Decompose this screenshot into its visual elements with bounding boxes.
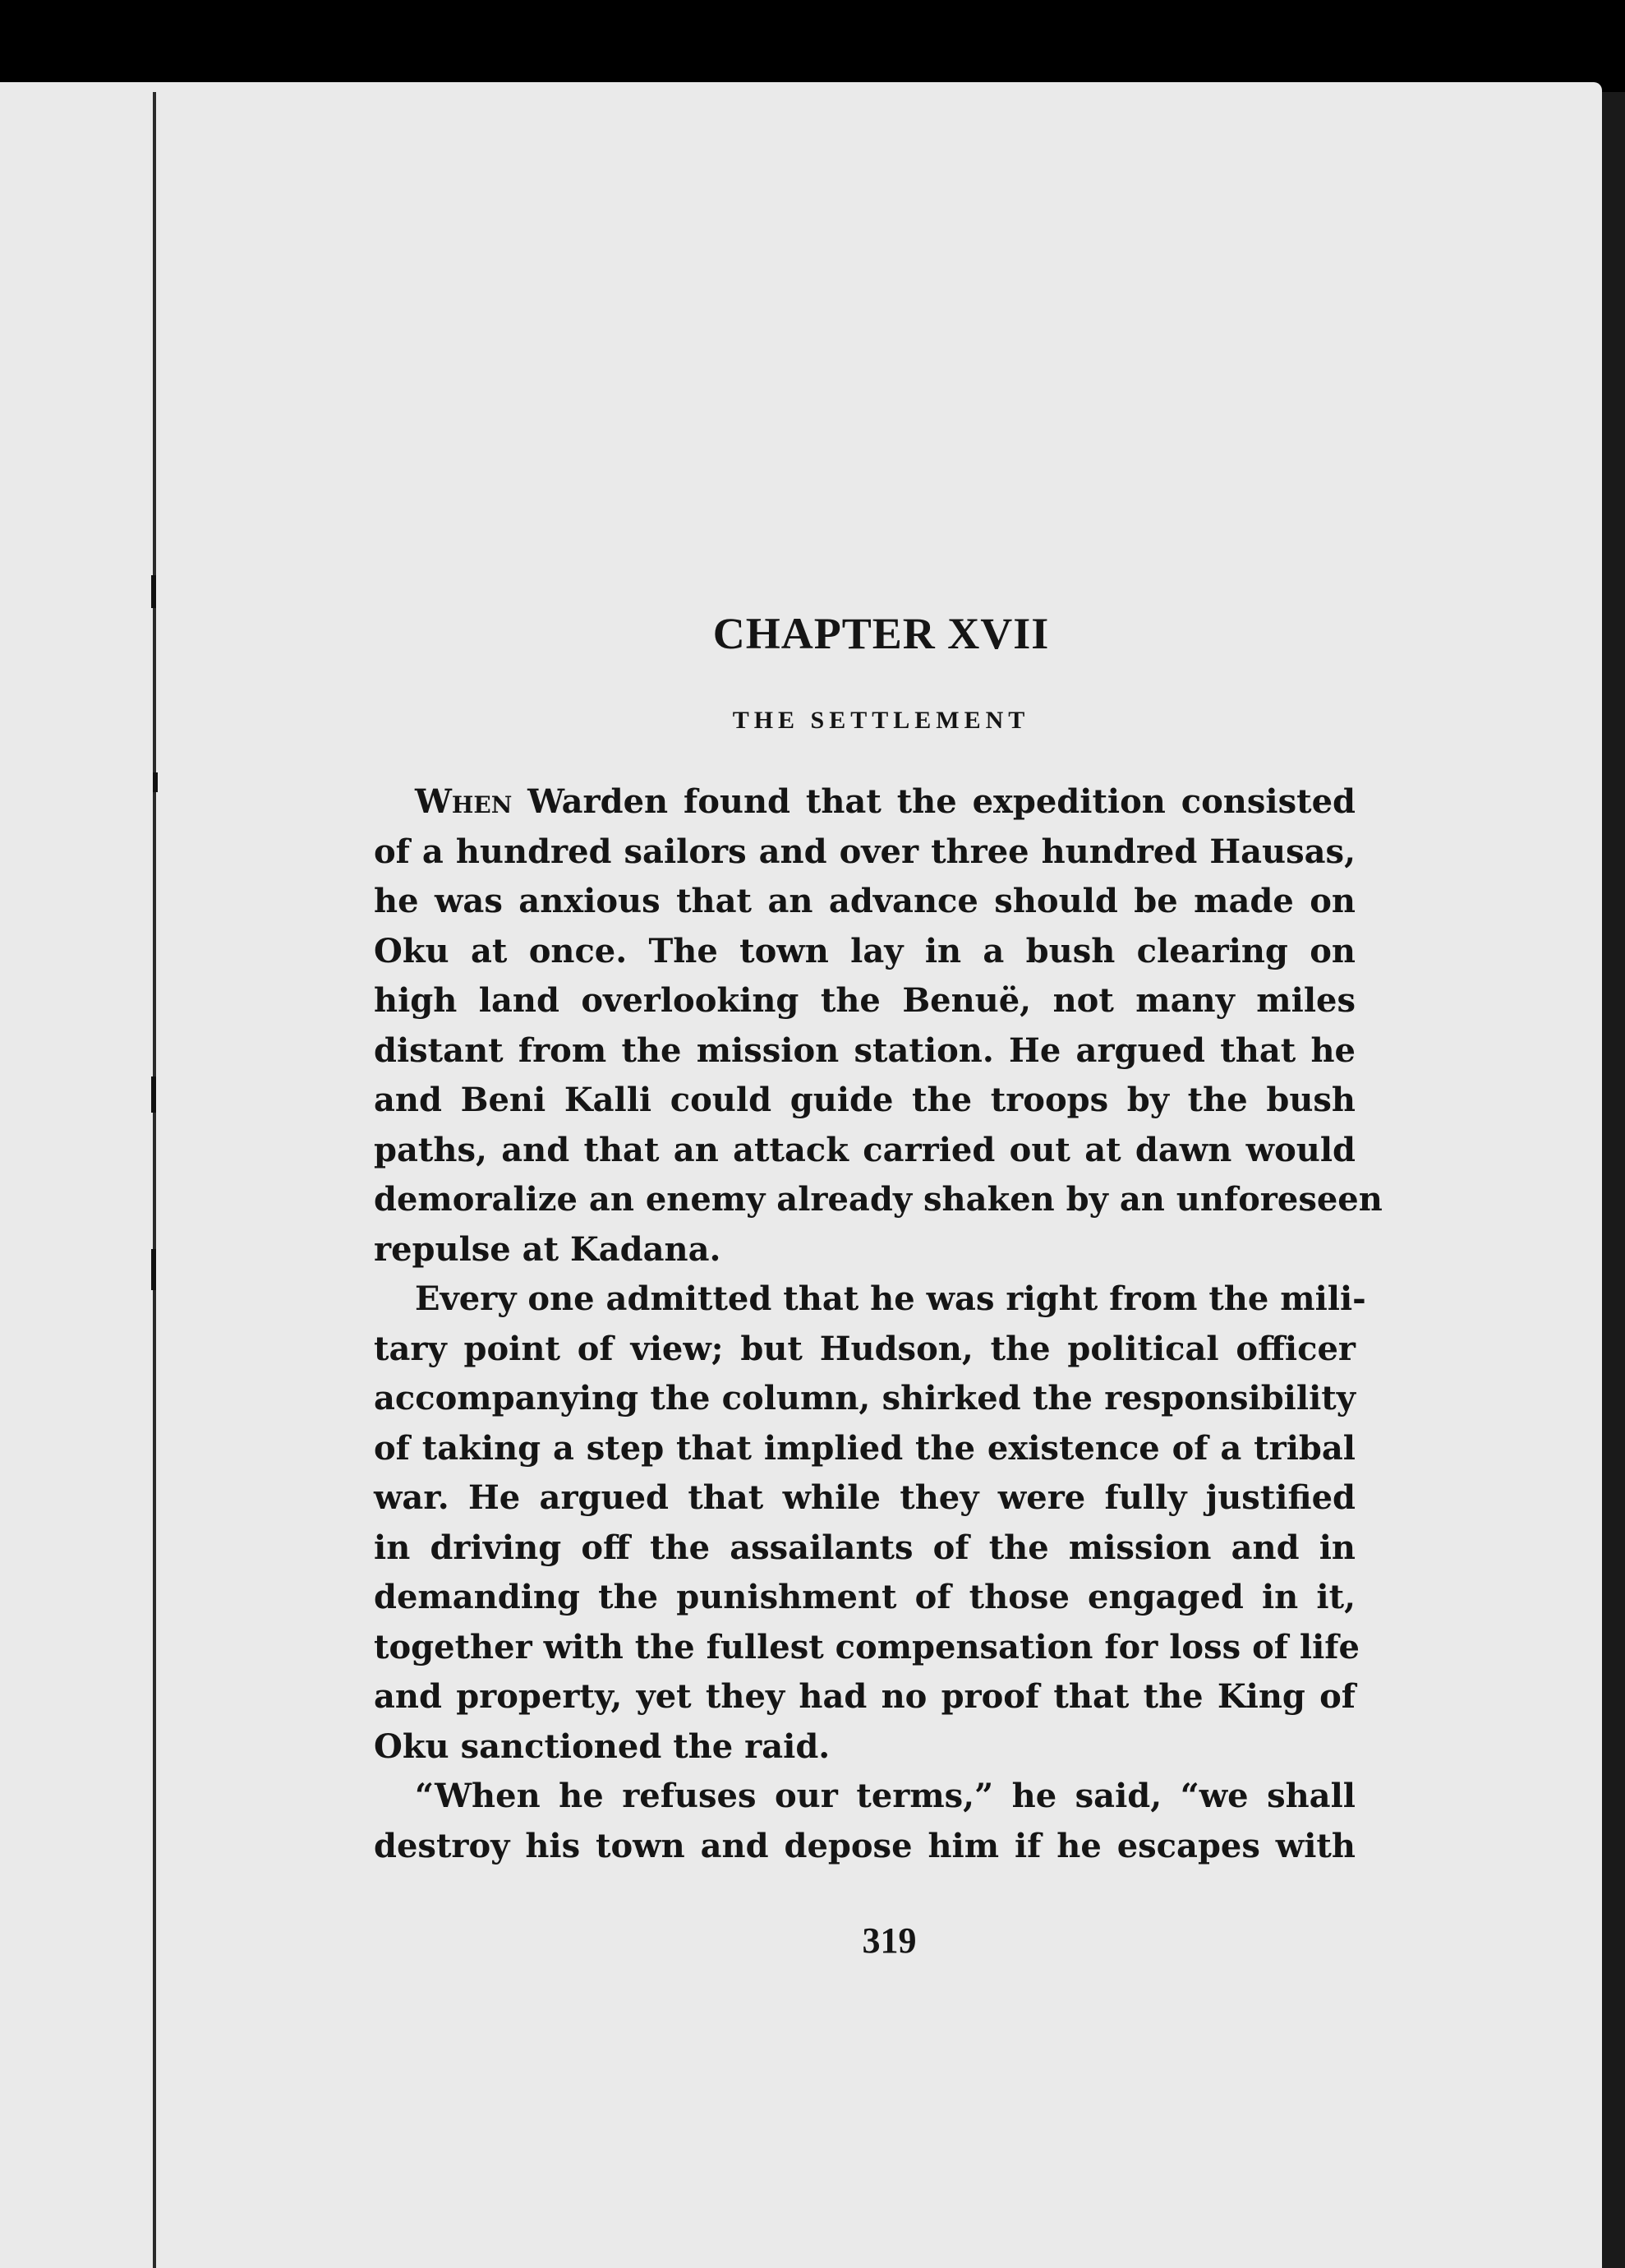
text-line: demanding the punishment of those engaged in it,	[374, 1578, 1356, 1616]
text-line: demoralize an enemy already shaken by an unforeseen	[374, 1180, 1383, 1219]
text-line: destroy his town and depose him if he escapes with	[374, 1826, 1356, 1865]
paragraph	[374, 1275, 1366, 1772]
text-line: he was anxious that an advance should be made on	[374, 882, 1356, 920]
scan-right-border	[1602, 92, 1625, 2268]
text-line: of a hundred sailors and over three hundred Hausas,	[374, 832, 1356, 871]
paragraph	[374, 777, 1383, 1275]
text-line: Oku at once. The town lay in a bush clearing on	[374, 931, 1356, 970]
spine-mark	[151, 1249, 156, 1290]
text-line: Every one admitted that he was right from the mili-	[415, 1279, 1366, 1318]
text-line: When Warden found that the expedition consisted	[415, 782, 1356, 821]
text-line: high land overlooking the Benuë, not many miles	[374, 981, 1356, 1020]
page-content	[374, 608, 1383, 1961]
scan-top-border	[0, 0, 1625, 92]
text-line: “When he refuses our terms,” he said, “we shall	[415, 1777, 1356, 1815]
text-line: and property, yet they had no proof that the King of	[374, 1677, 1356, 1716]
spine-mark	[153, 772, 158, 792]
chapter-subtitle: THE SETTLEMENT	[732, 707, 1030, 734]
text-line: and Beni Kalli could guide the troops by the bush	[374, 1081, 1356, 1119]
text-line: repulse at Kadana.	[374, 1229, 721, 1269]
text-line: accompanying the column, shirked the responsibility	[374, 1379, 1356, 1418]
spine-mark	[151, 1076, 156, 1113]
text-line: of taking a step that implied the existence of a tribal	[374, 1428, 1356, 1468]
text-line: tary point of view; but Hudson, the political officer	[374, 1329, 1356, 1368]
text-line: paths, and that an attack carried out at dawn would	[374, 1130, 1356, 1169]
text-line: war. He argued that while they were fully justified	[374, 1478, 1356, 1517]
text-line: Oku sanctioned the raid.	[374, 1726, 831, 1766]
text-line: distant from the mission station. He argued that he	[374, 1030, 1356, 1070]
page-spine-edge	[153, 92, 156, 2268]
page-number: 319	[862, 1920, 917, 1961]
spine-mark	[151, 575, 156, 608]
paragraph	[374, 1772, 1356, 1871]
text-line: in driving off the assailants of the mission and in	[374, 1528, 1356, 1567]
drop-lead-word: When	[415, 782, 513, 821]
text-line: together with the fullest compensation for loss of life	[374, 1627, 1360, 1666]
chapter-title: CHAPTER XVII	[712, 609, 1050, 658]
